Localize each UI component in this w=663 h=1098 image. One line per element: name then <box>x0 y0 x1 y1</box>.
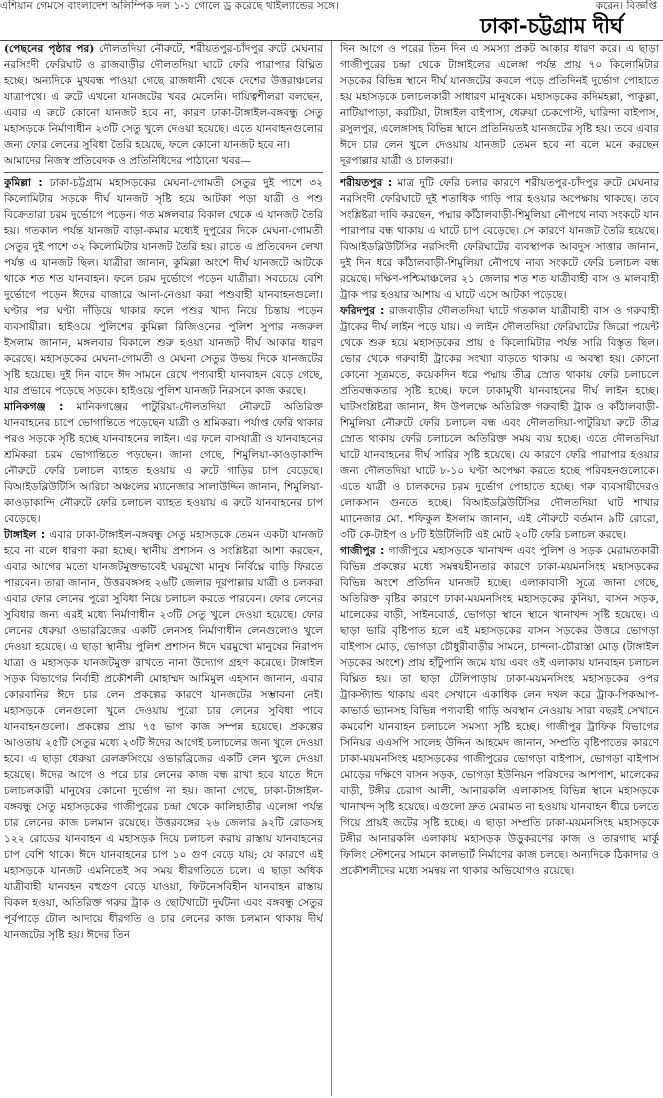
section-faridpur <box>340 303 659 543</box>
section-text-tangail: এবার ঢাকা-টাঙ্গাইল-বঙ্গবন্ধু সেতু মহাসড়কে তেমন একটা যানজট হবে না বলে ধারণা করা হচ্ছে। স্থানীয় প্রশাসন ও সংশ্লিষ্টরা আশা করছেন, এবার আগের মতো যানজটমুক্তভাবেই ঘরমুখো মানুষ নির্বিঘ্নে বাড়ি ফিরতে পারবেন। তারা জানান, উত্তরবঙ্গসহ ২৬টি জেলার দূরপাল্লার যাত্রী ও চলকরা এবার ফোর লেনের পুরো সুবিধা নিয়ে চলাচল করতে পারবেন। ফোর লেনের সুবিধার জন্য এরই মধ্যে নির্মাণাধীন ২৩টি সেতু খুলে দেওয়া হয়েছে। ফোর লেনের ধেরুয়া ওভারব্রিজের একটি লেনসহ নির্মাণাধীন লেনগুলোও খুলে দেওয়া হয়েছে। এ ছাড়া স্থানীয় পুলিশ প্রশাসন ঈদে ঘরমুখো মানুষের নিরাপদ যাত্রা ও মহাসড়ক যানজটমুক্ত রাখতে নানা উদ্যোগ গ্রহণ করেছে। টাঙ্গাইল সড়ক বিভাগের নির্বাহী প্রকৌশলী মোহাম্মদ আমিমুল এহসান জানান, এবার কোরবানির ঈদে চার লেন প্রকল্পের কারণে যানজটের সম্ভাবনা নেই। মহাসড়কে লেনগুলো খুলে দেওয়ায় পুরো চার লেনের সুবিধা পাবে যানবাহনগুলো। প্রকল্পের প্রায় ৭৫ ভাগ কাজ সম্পন্ন হয়েছে। প্রকল্পের আওতায় ২৫টি সেতুর মধ্যে ২৩টি ঈদের আগেই চলাচলের জন্য খুলে দেওয়া হবে। এ ছাড়া ধেরুয়া রেলক্রসিংয়ে ওভারব্রিজের একটি লেন খুলে দেওয়া হয়েছে। ঈদের আগে ও পরে চার লেনের কাজ বন্ধ রাখা হবে যাতে ঈদে চলাচলকারী মানুষের কোনো দুর্ভোগ না হয়। জানা গেছে, ঢাকা-টাঙ্গাইল-বঙ্গবন্ধু সেতু মহাসড়কের গাজীপুরের চন্দ্রা থেকে কালিহাতীর এলেঙ্গা পর্যন্ত চার লেনের কাজ চলমান রয়েছে। উত্তরবঙ্গের ২৬ জেলার ৯২টি রোডসহ ১২২ রোডের যানবাহন এ মহাসড়ক দিয়ে চলাচল করায় রাস্তায় যানবাহনের চাপ বেশি থাকে। ঈদে যানবাহনের চাপ ১০ গুণ বেড়ে যায়; যে কারণে এই মহাসড়কে যানজট এমনিতেই সব সময় ধীরগতিতে চলে। এ ছাড়া অধিক যাত্রীবাহী যানবহন বহুগুণ বেড়ে যাওয়া, ফিটনেসবিহীন যানবাহন রাস্তায় বিকল হওয়া, অতিরিক্ত গরুর ট্রাক ও ছোটখাটো দুর্ঘটনা এবং বঙ্গবন্ধু সেতুর পূর্বপাড়ে টোল আদায়ে ধীরগতি ও চার লেনের কাজ চলমান থাকায় দীর্ঘ যানজটের সৃষ্টি হয়। ঈদের তিন <box>4 529 323 941</box>
section-place-tangail: টাঙ্গাইল : <box>4 529 46 541</box>
section-place-manikganj: মানিকগঞ্জ : <box>4 401 64 413</box>
section-divider <box>4 172 323 173</box>
section-gazipur <box>340 543 659 879</box>
section-place-faridpur: ফরিদপুর : <box>340 305 385 317</box>
top-strip-right: করেন। বিজ্ঞপ্তি <box>595 0 657 12</box>
continuation-paragraph: দিন আগে ও পরের তিন দিন এ সমস্যা প্রকট আকার ধারণ করে। এ ছাড়া গাজীপুরের চন্দ্রা থেকে টাঙ্গাইলের এলেঙ্গা পর্যন্ত প্রায় ৭০ কিলোমিটার সড়কের বিভিন্ন স্থানে দীর্ঘ যানজটের কবলে পড়ে প্রতিদিনই দুর্ভোগ পোহাতে হয় মহাসড়কে চলাচলকারী সাধারণ মানুষকে। মহাসড়কের কদিমহল্লা, পাকুল্লা, নাটিয়াপাড়া, করটিয়া, টাঙ্গাইল বাইপাস, ধেরুয়া চেকপোস্ট, ঘারিন্দা বাইপাস, রসুলপুর, এলেঙ্গাসহ বিভিন্ন স্থানে প্রতিনিয়তই যানজটের সৃষ্টি হয়। তবে এবার ঈদে চার লেন খুলে দেওয়ায় যানজট তেমন হবে না বলে মনে করছেন দূরপাল্লার যাত্রী ও চালকরা। <box>340 43 659 167</box>
headline-row <box>0 12 663 41</box>
section-divider <box>340 172 659 173</box>
lead-text: দৌলতদিয়া নৌরুটে, শরীয়তপুর-চাঁদপুর রুটে মেঘনার নরসিংদী ফেরিঘাট ও রাজবাড়ীর দৌলতদিয়া ঘাটে ফেরি পারাপার বিঘ্নিত হচ্ছে। অন্যদিকে মুখবন্ধ পাওয়া গেছে রাজধানী থেকে দেশের উত্তরাঞ্চলের যাত্রাপথে। এ রুটে এখনো যানজটের খবর মেলেনি। দায়িত্বশীলরা বলছেন, এবার এ রুটে কোনো যানজট হবে না, কারণ ঢাকা-টাঙ্গাইল-বঙ্গবন্ধু সেতু মহাসড়কে নির্মাণাধীন ২৩টি সেতু খুলে দেওয়া হয়েছে। এতে যানবাহনগুলোর জন্য ফোর লেনের সুবিধা তৈরি হয়েছে, ফলে কোনো যানজট হবে না। <box>4 43 323 151</box>
section-place-comilla: কুমিল্লা : <box>4 177 43 189</box>
report-intro: আমাদের নিজস্ব প্রতিবেদক ও প্রতিনিধিদের পাঠানো খবর— <box>4 155 252 167</box>
left-column <box>4 41 323 1096</box>
section-text-faridpur: রাজবাড়ীর দৌলতদিয়া ঘাটে গতকাল যাত্রীবাহী বাস ও গরুবাহী ট্রাকের দীর্ঘ লাইন পড়ে যায়। এ লাইন দৌলতদিয়া ফেরিঘাটের জিরো পয়েন্ট থেকে শুরু হয়ে মহাসড়কের প্রায় ৫ কিলোমিটার পর্যন্ত সারি বিস্তৃত ছিল। ভোর থেকে গরুবাহী ট্রাকের সংখ্যা বাড়তে থাকায় এ অবস্থা হয়। কোনো কোনো সূত্রমতে, কয়েকদিন ধরে পদ্মায় তীব্র স্রোত থাকায় ফেরি চলাচলে প্রতিবন্ধকতার সৃষ্টি হচ্ছে। ফলে ঢাকামুখী যানবাহনের দীর্ঘ লাইন হচ্ছে। ঘাটসংশ্লিষ্টরা জানান, ঈদ উপলক্ষে অতিরিক্ত গরুবাহী ট্রাক ও কাঁঠালবাড়ী-শিমুলিয়া নৌরুটে ফেরি চলাচল বন্ধ এবং দৌলতদিয়া-পাটুরিয়া রুটে তীব্র স্রোত থাকায় ফেরি চলাচলে অতিরিক্ত সময় ব্যয় হচ্ছে। এতে দৌলতদিয়া ঘাটে যানবাহনের দীর্ঘ সারির সৃষ্টি হয়েছে। যে কারণে ফেরি পারাপার হওয়ার জন্য দৌলতদিয়া ঘাটে ৮-১০ ঘণ্টা অপেক্ষা করতে হচ্ছে পরিবহনগুলোকে। এতে যাত্রী ও চালকদের চরম দুর্ভোগ পোহাতে হচ্ছে। গরু ব্যবসায়ীদেরও লোকসান গুনতে হচ্ছে। বিআইডব্লিউটিসির দৌলতদিয়া ঘাট শাখার ম্যানেজার মো. শফিকুল ইসলাম জানান, এই নৌরুটে বর্তমান ৯টি রোরো, ৩টি কে-টাইপ ও ৮টি ইউটিলিটি এই মোট ২০টি ফেরি চলাচল করছে। <box>340 305 659 541</box>
section-place-shariatpur: শরীয়তপুর : <box>340 177 393 189</box>
section-shariatpur <box>340 175 659 303</box>
section-place-gazipur: গাজীপুর : <box>340 545 385 557</box>
section-manikganj <box>4 399 323 527</box>
section-text-shariatpur: মাত্র দুটি ফেরি চলার কারণে শরীয়তপুর-চাঁদপুর রুটে মেঘনার নরসিংদী ফেরিঘাটে দুই শতাধিক গাড়ি পার হওয়ার অপেক্ষায় থাকছে। তবে সংশ্লিষ্টরা দাবি করছেন, পদ্মার কাঁঠালবাড়ী-শিমুলিয়া নৌপথে নাব্য সংকটে যান পারাপার বন্ধ থাকায় এ ঘাটে চাপ বেড়েছে। সে কারণে যানজট তৈরি হয়েছে। বিআইডব্লিউটিসির নরসিংদী ফেরিঘাটের ব্যবস্থাপক আবদুস সাত্তার জানান, দুই দিন ধরে কাঁঠালবাড়ী-শিমুলিয়া নৌপথে নাব্য সংকটে ফেরি চলাচল বন্ধ রয়েছে। দক্ষিণ-পশ্চিমাঞ্চলের ২১ জেলার শত শত যাত্রীবাহী বাস ও মালবাহী ট্রাক পার হওয়ার আশায় এ ঘাটে এসে আটকা পড়েছে। <box>340 177 659 301</box>
section-text-gazipur: গাজীপুরে মহাসড়কে খানাখন্দ এবং পুলিশ ও সড়ক মেরামতকারী বিভিন্ন প্রকল্পের মধ্যে সমন্বয়হীনতার কারণে ঢাকা-ময়মনসিংহ মহাসড়কের বিভিন্ন অংশে প্রতিদিন যানজট হচ্ছে। এলাকাবাসী সূত্রে জানা গেছে, অতিরিক্ত বৃষ্টির কারণে ঢাকা-ময়মনসিংহ মহাসড়কের কুনিয়া, বাসন সড়ক, মালেকের বাড়ী, সাইনবোর্ড, ভোগড়া স্থানে স্থানে খানাখন্দ সৃষ্টি হয়েছে। এ ছাড়া ভারি বৃষ্টিপাত হলে এই মহাসড়কের বাসন সড়কের উত্তরে ভোগড়া বাইপাস মোড়, ভোগড়া চৌধুরীবাড়ীর সামনে, চান্দনা-চৌরাস্তা মোড় (টাঙ্গাইল সড়কের অংশে) প্রায় হাঁটুপানি জমে যায় এবং ওই এলাকায় যানবাহন চলাচল বিঘ্নিত হয়। তা ছাড়া টেলিপাড়ায় ঢাকা-ময়মনসিংহ মহাসড়কের ওপর ট্রাকস্ট্যান্ড থাকায় এবং সেখানে একাধিক লেন দখল করে ট্রাক-পিকআপ-কাভার্ড ভ্যানসহ বিভিন্ন পণ্যবাহী গাড়ি অবস্থান নেওয়ায় সারা বছরই সেখানে কমবেশি যানবাহন চলাচলে সমস্যা সৃষ্টি হচ্ছে। গাজীপুর ট্রাফিক বিভাগের সিনিয়র এএসপি সালেহ উদ্দিন আহমেদ জানান, সম্প্রতি বৃষ্টিপাতের কারণে ঢাকা-ময়মনসিংহ মহাসড়কের গাজীপুরের ভোগড়া বাইপাস, ভোগড়া বাইপাস মোড়ের দক্ষিণে বাসন সড়ক, ভোগড়া ইউনিয়ন পরিষদের আশপাশ, মালেকের বাড়ী, টঙ্গীর চেরাগ আলী, আনারকলি এলাকাসহ বিভিন্ন স্থানে মহাসড়কে খানাখন্দ সৃষ্টি হয়েছে। এগুলো দ্রুত মেরামত না হওয়ায় যানবাহন ধীরে চলতে গিয়ে প্রায়ই জটের সৃষ্টি হচ্ছে। এ ছাড়া সম্প্রতি ঢাকা-ময়মনসিংহ মহাসড়কে টঙ্গীর আনারকলি এলাকায় মহাসড়ক উড়ুকরণের কাজ ও তারগাছ মার্কু ফিলিং স্টেশনের সামনে কালভার্ট নির্মাণের কাজ চলছে। অন্যদিকে ঠিকাদার ও প্রকৌশলীদের মধ্যে সমন্বয় না থাকার অভিযোগও রয়েছে। <box>340 545 659 877</box>
section-text-manikganj: মানিকগঞ্জের পাটুরিয়া-দৌলতদিয়া নৌরুটে অতিরিক্ত যানবাহনের চাপে ভোগান্তিতে পড়েছেন যাত্রী ও শ্রমিকরা। পর্যাপ্ত ফেরি থাকার পরও সড়কে সৃষ্টি হচ্ছে যানবাহনের লাইন। এর ফলে বাসযাত্রী ও যানবাহনের শ্রমিকরা চরম ভোগান্তিতে পড়ছেন। জানা গেছে, শিমুলিয়া-কাওড়াকান্দি নৌরুটে ফেরি চলাচল ব্যাহত হওয়ায় এ রুটে গাড়ির চাপ বেড়েছে। বিআইডব্লিউটিসি আরিচা অঞ্চলের ম্যানেজার সালাউদ্দিন জানান, শিমুলিয়া-কাওড়াকান্দি নৌরুটে ফেরি চলাচল ব্যাহত হওয়ায় এ রুটে যানবাহনের চাপ বেড়েছে। <box>4 401 323 525</box>
section-comilla <box>4 175 323 399</box>
right-column <box>340 41 659 1096</box>
headline: ঢাকা-চট্টগ্রাম দীর্ঘ <box>480 14 623 38</box>
top-strip-left: এশিয়ান গেমসে বাংলাদেশ অলিম্পিক দল ১-১ গোলে ড্র করেছে থাইল্যান্ডের সঙ্গে। <box>0 0 339 12</box>
lead-kicker: (পেছনের পৃষ্ঠার পর) <box>4 43 95 55</box>
section-text-comilla: ঢাকা-চট্টগ্রাম মহাসড়কের মেঘনা-গোমতী সেতুর দুই পাশে ৩২ কিলোমিটার সড়কে দীর্ঘ যানজট সৃষ্টি হয়ে আটকা পড়া যাত্রী ও পশু বিক্রেতারা চরম দুর্ভোগে পড়েন। গত মঙ্গলবার বিকাল থেকে এ যানজট তৈরি হয়। গতকাল পর্যন্ত যানজট বাড়া-কমার মধ্যেই দুপুরের দিকে মেঘনা-গোমতী সেতুর দুই পাশে ৩২ কিলোমিটার যানজট তৈরি হয়। রাতে এ প্রতিবেদন লেখা পর্যন্ত এ যানজট ছিল। যাত্রীরা জানান, কুমিল্লা অংশে দীর্ঘ যানজটে আটকে থাকে শত শত যানবাহন। ফলে চরম দুর্ভোগে পড়েন যাত্রীরা। সবচেয়ে বেশি দুর্ভোগে পড়েন ঈদের বাজারে আনা-নেওয়া করা পশুবাহী যানবাহনগুলো। ঘণ্টার পর ঘণ্টা দাঁড়িয়ে থাকার ফলে পশুর খাদ্য নিয়ে চিন্তায় পড়েন ব্যবসায়ীরা। হাইওয়ে পুলিশের কুমিল্লা রিজিওনের পুলিশ সুপার নজরুল ইসলাম জানান, মঙ্গলবার বিকালে শুরু হওয়া যানজট দীর্ঘ আকার ধারণ করেছে। মহাসড়কের মেঘনা-গোমতী ও মেঘনা সেতুর উভয় দিকে যানজটের সৃষ্টি হয়েছে। দুই দিন বাদে ঈদ সামনে রেখে পণ্যবাহী যানবাহন বেড়ে গেছে, যার প্রভাবে পড়েছে সড়কে। হাইওয়ে পুলিশ যানজট নিরসনে কাজ করছে। <box>4 177 323 397</box>
lead-paragraph <box>4 41 323 153</box>
column-divider <box>331 41 332 1096</box>
section-tangail <box>4 527 323 943</box>
